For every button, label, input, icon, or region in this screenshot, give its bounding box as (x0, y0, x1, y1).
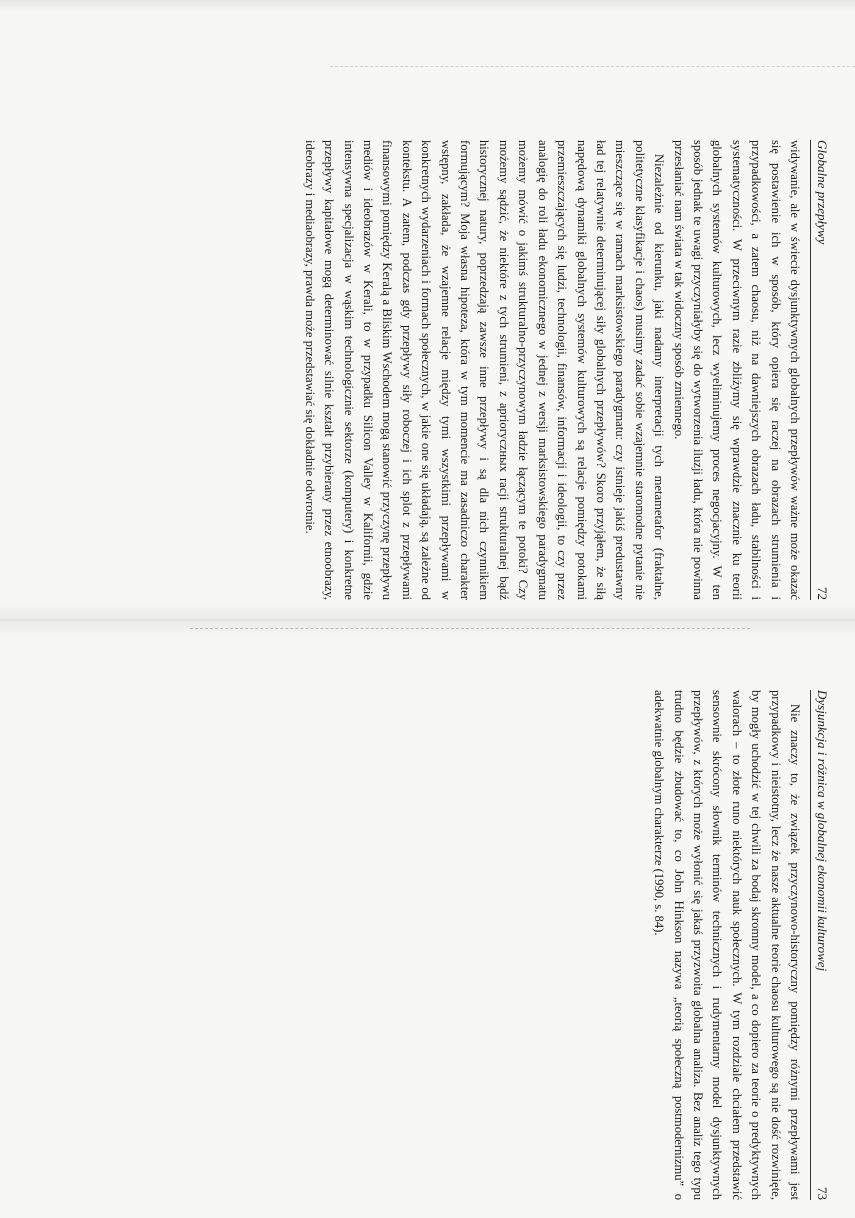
page-body (299, 140, 804, 600)
scan-shading-top (0, 0, 855, 12)
page-body (649, 690, 804, 1200)
paragraph: widywanie, ale w świecie dysjunktywnych globalnych przepływów ważne może okazać się postawienie ich w sposób, który opiera się raczej na obrazach strumienia i przypadkowości, a zatem chaosu, niż na dawniejszych obrazach ładu, stabilności i systematyczności. W przeciwnym razie zbliżymy się wprawdzie znacznie ku teorii globalnych systemów kulturowych, lecz wyeliminujemy proces negocjacyjny. W ten sposób jednak te uwagi przyczyniałyby się do wytworzenia iluzji ładu, która nie powinna przesłaniać nam świata w tak widoczny sposób zmiennego. (671, 140, 802, 600)
paragraph: Nie znaczy to, że związek przyczynowo-historyczny pomiędzy różnymi przepływami jest przypadkowy i nieistotny, lecz że nasze aktualne teorie chaosu kulturowego są nie dość rozwinięte, by mogły uchodzić w tej chwili za bodaj skromny model, a co dopiero za teorie o predyktywnych walorach – to złote runo niektórych nauk społecznych. W tym rozdziale chciałem przedstawić sensownie skrócony słownik terminów technicznych i rudymentarny model dysjunktywnych przepływów, z których może wyłonić się jakaś przyzwoita globalna analiza. Bez analiz tego typu trudno będzie zbudować to, co John Hinkson nazywa „teorią społeczną postmodernizmu” o adekwatnie globalnym charakterze (1990, s. 84). (652, 690, 802, 1200)
page-72 (50, 140, 830, 600)
page-header (810, 690, 830, 1200)
page-number: 72 (815, 587, 830, 600)
book-spine-line (190, 628, 750, 629)
book-spine-shadow (0, 600, 855, 640)
paragraph: Niezależnie od kierunku, jaki nadamy interpretacji tych metametafor (fraktalne, politetyczne klasyfikacje i chaos) musimy zadać sobie wzajemnie staromodne pytanie nie mieszczące się w ramach marksistowskiego paradygmatu: czy istnieje jakiś predustawny ład tej relatywnie determinującej siły globalnych przepływów? Skoro przyjąłem, że siłą napędową dynamiki globalnych systemów kulturowych są relacje pomiędzy potokami przemieszczających się ludzi, technologii, finansów, informacji i ideologii, to czy przez analogię do roli ładu ekonomicznego w jednej z wersji marksistowskiego paradygmatu możemy mówić o jakimś strukturalno-przyczynowym ładzie łączącym te potoki? Czy możemy sądzić, że niektóre z tych strumieni, z aprioryczных racji strukturalnej bądź historycznej natury, poprzedzają zawsze inne przepływy i są dla nich czynnikiem formującym? Moja własna hipoteza, która w tym momencie ma zasadniczo charakter wstępny, zakłada, że wzajemne relacje między tymi wszystkimi przepływami w konkretnych wydarzeniach i formach społecznych, w jakie one się układają, są zależne od kontekstu. A zatem, podczas gdy przepływy siły roboczej i ich splot z przepływami finansowymi pomiędzy Keralą a Bliskim Wschodem mogą stanowić przyczynę przepływu mediów i ideobrazów w Kerali, to w przypadku Silicon Valley w Kalifornii, gdzie intensywna specjalizacja w wąskim technologicznie sektorze (komputery) i konkretne przepływy kapitałowe mogą determinować silnie kształt przybierany przez etnoobrazy, ideobrazy i mediaobrazy, prawda może przedstawiać się dokładnie odwrotnie. (302, 140, 667, 600)
running-title: Dysjunkcja i różnica w globalnej ekonomii kulturowej (815, 690, 830, 972)
page-number: 73 (815, 1187, 830, 1200)
scan-artifact-line (330, 66, 855, 67)
page-header (810, 140, 830, 600)
page-73 (530, 690, 830, 1200)
running-title: Globalne przepływy (815, 140, 830, 245)
